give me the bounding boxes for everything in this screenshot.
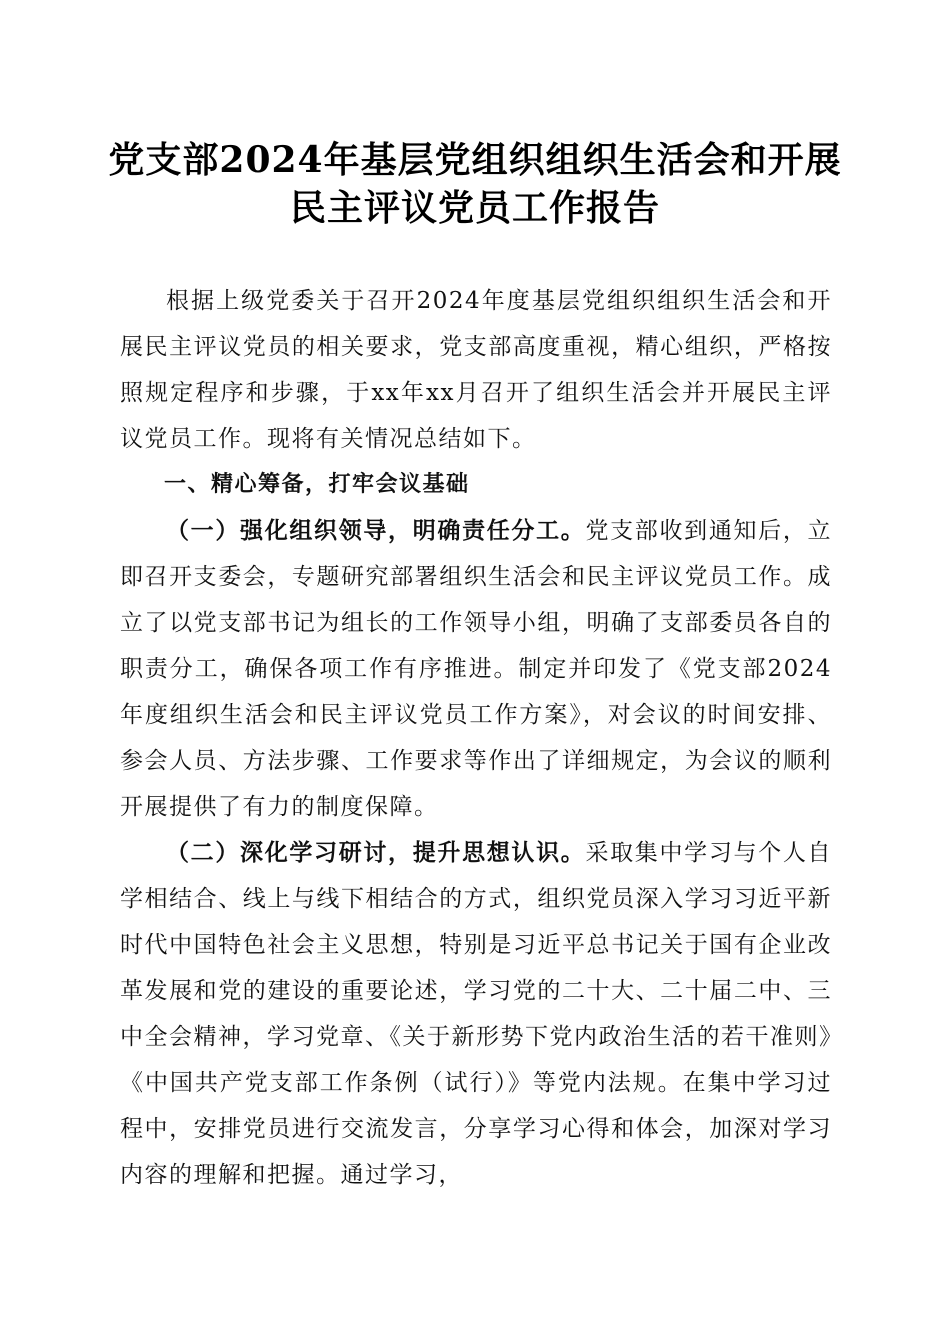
item-1-paragraph — [120, 508, 832, 830]
document-body — [120, 278, 832, 1198]
document-title-line-2: 民主评议党员工作报告 — [289, 187, 660, 229]
item-2-body: 采取集中学习与个人自学相结合、线上与线下相结合的方式，组织党员深入学习习近平新时代中国特色社会主义思想，特别是习近平总书记关于国有企业改革发展和党的建设的重要论述，学习党的二十大、二十届二中、三中全会精神，学习党章、《关于新形势下党内政治生活的若干准则》《中国共产党支部工作条例（试行）》等党内法规。在集中学习过程中，安排党员进行交流发言，分享学习心得和体会，加深对学习内容的理解和把握。通过学习， — [120, 840, 833, 1188]
item-2-paragraph — [120, 830, 832, 1198]
section-1-heading: 一、精心筹备，打牢会议基础 — [164, 472, 470, 497]
item-1-body: 党支部收到通知后，立即召开支委会，专题研究部署组织生活会和民主评议党员工作。成立了以党支部书记为组长的工作领导小组，明确了支部委员各自的职责分工，确保各项工作有序推进。制定并印发了《党支部2024年度组织生活会和民主评议党员工作方案》，对会议的时间安排、参会人员、方法步骤、工作要求等作出了详细规定，为会议的顺利开展提供了有力的制度保障。 — [120, 518, 833, 820]
intro-paragraph: 根据上级党委关于召开2024年度基层党组织组织生活会和开展民主评议党员的相关要求，党支部高度重视，精心组织，严格按照规定程序和步骤，于xx年xx月召开了组织生活会并开展民主评议党员工作。现将有关情况总结如下。 — [120, 288, 832, 452]
item-1-lead: （一）强化组织领导，明确责任分工。 — [166, 517, 586, 544]
item-2-lead: （二）深化学习研讨，提升思想认识。 — [166, 839, 586, 866]
document-title-line-1: 党支部2024年基层党组织组织生活会和开展 — [108, 139, 842, 181]
